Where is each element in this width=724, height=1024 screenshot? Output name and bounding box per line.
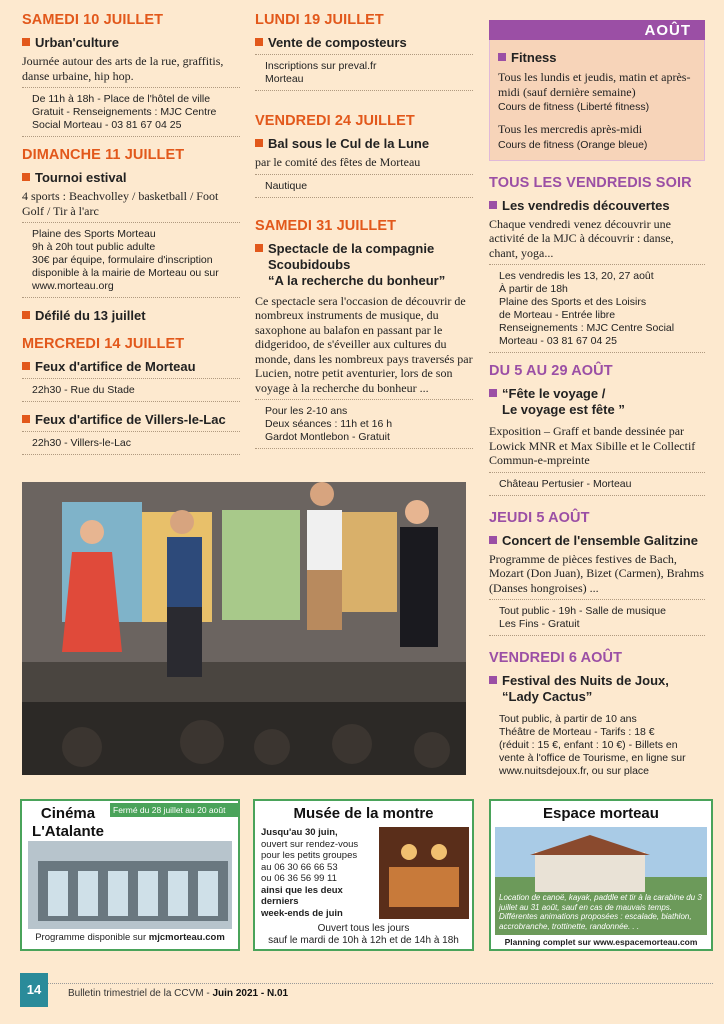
bullet-square-icon xyxy=(498,53,506,61)
bullet-square-icon xyxy=(22,38,30,46)
bullet-square-icon xyxy=(22,362,30,370)
event-title xyxy=(489,533,705,549)
event-info: Pour les 2-10 ans Deux séances : 11h et 16 h Gardot Montlebon - Gratuit xyxy=(255,399,473,449)
event-title xyxy=(489,198,705,214)
event-info: 22h30 - Rue du Stade xyxy=(22,378,240,402)
museum-box xyxy=(253,799,474,951)
event-title xyxy=(22,359,240,375)
performers-illustration xyxy=(22,482,466,775)
date-heading: JEUDI 5 AOÛT xyxy=(489,509,590,526)
event-description: par le comité des fêtes de Morteau xyxy=(255,155,421,169)
event-title-text: Fitness xyxy=(511,50,557,65)
event-title xyxy=(22,308,240,324)
fitness-box xyxy=(489,40,705,161)
event-info: Plaine des Sports Morteau 9h à 20h tout public adulte 30€ par équipe, formulaire d'inscription disponible à la mairie de Morteau ou sur www.morteau.org xyxy=(22,222,240,298)
cinema-building-icon xyxy=(28,841,232,929)
bulletin-date: Juin 2021 xyxy=(212,988,259,999)
bullet-square-icon xyxy=(489,201,497,209)
date-heading: LUNDI 19 JUILLET xyxy=(255,12,384,28)
museum-image xyxy=(379,827,469,919)
event-description: Programme de pièces festives de Bach, Mozart (Don Juan), Bizet (Carmen), Brahms (Danses hongroises) ... xyxy=(489,551,704,595)
event-description: Tous les mercredis après-midi xyxy=(498,122,643,136)
event-title-text: Spectacle de la compagnie xyxy=(268,240,435,256)
column-1 xyxy=(22,12,240,465)
cinema-site-link[interactable]: mjcmorteau.com xyxy=(148,932,225,943)
bullet-square-icon xyxy=(489,676,497,684)
event-info: Nautique xyxy=(255,174,473,198)
event-description: 4 sports : Beachvolley / basketball / Foot Golf / Tir à l'arc xyxy=(22,189,219,218)
museum-open-hours: sauf le mardi de 10h à 12h et de 14h à 18h xyxy=(268,935,459,946)
espace-description: Location de canoë, kayak, paddle et tir à la carabine du 3 juillet au 31 août, sauf en cas de mauvais temps. Différentes animations proposées : escalade, biathlon, accrobranche, trottinette, randonnée. . . xyxy=(499,893,702,931)
museum-opening xyxy=(255,923,472,947)
event-description: Chaque vendredi venez découvrir une activité de la MJC à découvrir : danse, chant, yoga... xyxy=(489,216,674,260)
cinema-title-line: Cinéma xyxy=(40,805,96,822)
event-info: Château Pertusier - Morteau xyxy=(489,472,705,496)
event-title xyxy=(22,412,240,428)
museum-open-text: Ouvert tous les jours xyxy=(317,923,410,934)
bullet-square-icon xyxy=(255,139,263,147)
date-heading: MERCREDI 14 JUILLET xyxy=(22,336,185,352)
bullet-square-icon xyxy=(22,173,30,181)
date-heading: SAMEDI 10 JUILLET xyxy=(22,12,164,28)
bullet-square-icon xyxy=(489,536,497,544)
cinema-box xyxy=(20,799,240,951)
event-title-text: “Lady Cactus” xyxy=(502,689,593,704)
espace-image xyxy=(495,827,707,935)
event-title-text: Bal sous le Cul de la Lune xyxy=(268,136,430,151)
bulletin-number: - N.01 xyxy=(258,988,289,999)
event-title-text: Feux d'artifice de Morteau xyxy=(35,359,196,374)
date-heading: VENDREDI 6 AOÛT xyxy=(489,650,623,666)
event-info: Tout public, à partir de 10 ans Théâtre de Morteau - Tarifs : 18 € (réduit : 15 €, enfant : 10 €) - Billets en vente à l'office de Tourisme, en ligne sur www.nuitsdejoux.fr, ou sur place xyxy=(499,713,686,777)
event-info: De 11h à 18h - Place de l'hôtel de ville Gratuit - Renseignements : MJC Centre Social Morteau - 03 81 67 04 25 xyxy=(22,87,240,137)
event-title-text: Les vendredis découvertes xyxy=(502,197,670,213)
museum-contact: ouvert sur rendez-vous pour les petits groupes au 06 30 66 66 53 ou 06 36 56 99 11 xyxy=(261,838,359,884)
cinema-program-text: Programme disponible sur xyxy=(35,932,149,943)
event-title xyxy=(22,170,240,186)
event-info: 22h30 - Villers-le-Lac xyxy=(22,431,240,455)
museum-title: Musée de la montre xyxy=(293,805,434,822)
footer-divider xyxy=(20,983,713,984)
event-title xyxy=(22,35,240,51)
event-title xyxy=(498,50,696,66)
event-title-text: Le voyage est fête ” xyxy=(502,402,625,417)
museum-hours-text xyxy=(261,827,371,919)
cinema-building-image xyxy=(28,841,232,929)
column-3 xyxy=(489,20,705,792)
event-title-text: “Fête le voyage / xyxy=(502,386,606,401)
bulletin-footer xyxy=(68,988,288,999)
event-info: Inscriptions sur preval.fr Morteau xyxy=(255,54,473,91)
date-heading: SAMEDI 31 JUILLET xyxy=(255,217,397,234)
cinema-title-line: L'Atalante xyxy=(32,823,104,840)
event-info: Cours de fitness (Liberté fitness) xyxy=(498,101,650,113)
event-title xyxy=(255,136,473,152)
event-description: Exposition – Graff et bande dessinée par Lowick MNR et Max Sibille et le Collectif Commun-e-mpreinte xyxy=(489,424,696,467)
bullet-square-icon xyxy=(22,311,30,319)
cinema-title xyxy=(28,805,108,841)
espace-planning: Planning complet sur www.espacemorteau.com xyxy=(504,937,698,947)
museum-interior-icon xyxy=(379,827,469,919)
date-heading: DIMANCHE 11 JUILLET xyxy=(22,147,185,163)
event-info: Les vendredis les 13, 20, 27 août À partir de 18h Plaine des Sports et des Loisirs de Morteau - Entrée libre Renseignements : MJC Centre Social Morteau - 03 81 67 04 25 xyxy=(489,264,705,353)
event-title-text: Scoubidoubs xyxy=(268,256,351,272)
event-info: Tout public - 19h - Salle de musique Les Fins - Gratuit xyxy=(489,599,705,636)
closed-notice: Fermé du 28 juillet au 20 août xyxy=(110,803,238,817)
museum-date: Jusqu'au 30 juin, xyxy=(261,827,338,838)
event-title-text: Vente de composteurs xyxy=(268,35,407,50)
event-title-text: Festival des Nuits de Joux, xyxy=(502,673,669,688)
event-title-text: Concert de l'ensemble Galitzine xyxy=(502,532,698,548)
month-banner: AOÛT xyxy=(489,20,705,40)
show-photo xyxy=(22,482,466,775)
event-title xyxy=(489,386,705,418)
event-title-text: “A la recherche du bonheur” xyxy=(268,272,446,288)
event-title-text: Urban'culture xyxy=(35,35,119,50)
event-title-text: Défilé du 13 juillet xyxy=(35,308,146,323)
espace-box xyxy=(489,799,713,951)
bulletin-label: Bulletin trimestriel de la CCVM - xyxy=(68,988,213,999)
event-title xyxy=(255,241,473,289)
bullet-square-icon xyxy=(255,244,263,252)
event-title-text: Tournoi estival xyxy=(35,170,127,185)
event-description: Tous les lundis et jeudis, matin et après-midi (sauf dernière semaine) xyxy=(498,70,691,99)
date-heading: VENDREDI 24 JUILLET xyxy=(255,113,415,129)
museum-weekends: ainsi que les deux derniers week-ends de juin xyxy=(261,884,343,919)
event-description: Ce spectacle sera l'occasion de découvrir de nombreux instruments de musique, du saxophone au balafon en passant par le didgeridoo, de s'éveiller aux cultures du monde, dans les nombreux pays traversés par Lucien, notre petit aventurier, lors de son voyage à la recherche du bonheur ... xyxy=(255,293,473,395)
event-info: Cours de fitness (Orange bleue) xyxy=(498,138,648,151)
event-title-text: Feux d'artifice de Villers-le-Lac xyxy=(35,412,226,427)
bullet-square-icon xyxy=(255,38,263,46)
bullet-square-icon xyxy=(22,415,30,423)
espace-title: Espace morteau xyxy=(543,805,659,822)
event-title xyxy=(255,35,473,51)
event-description: Journée autour des arts de la rue, graffitis, danse urbaine, hip hop. xyxy=(22,54,224,83)
date-heading: TOUS LES VENDREDIS SOIR xyxy=(489,174,692,191)
event-title xyxy=(489,673,705,705)
bullet-square-icon xyxy=(489,389,497,397)
cinema-program xyxy=(28,932,232,943)
date-heading: DU 5 AU 29 AOÛT xyxy=(489,363,613,379)
page-number: 14 xyxy=(20,973,48,1007)
column-2 xyxy=(255,12,473,459)
